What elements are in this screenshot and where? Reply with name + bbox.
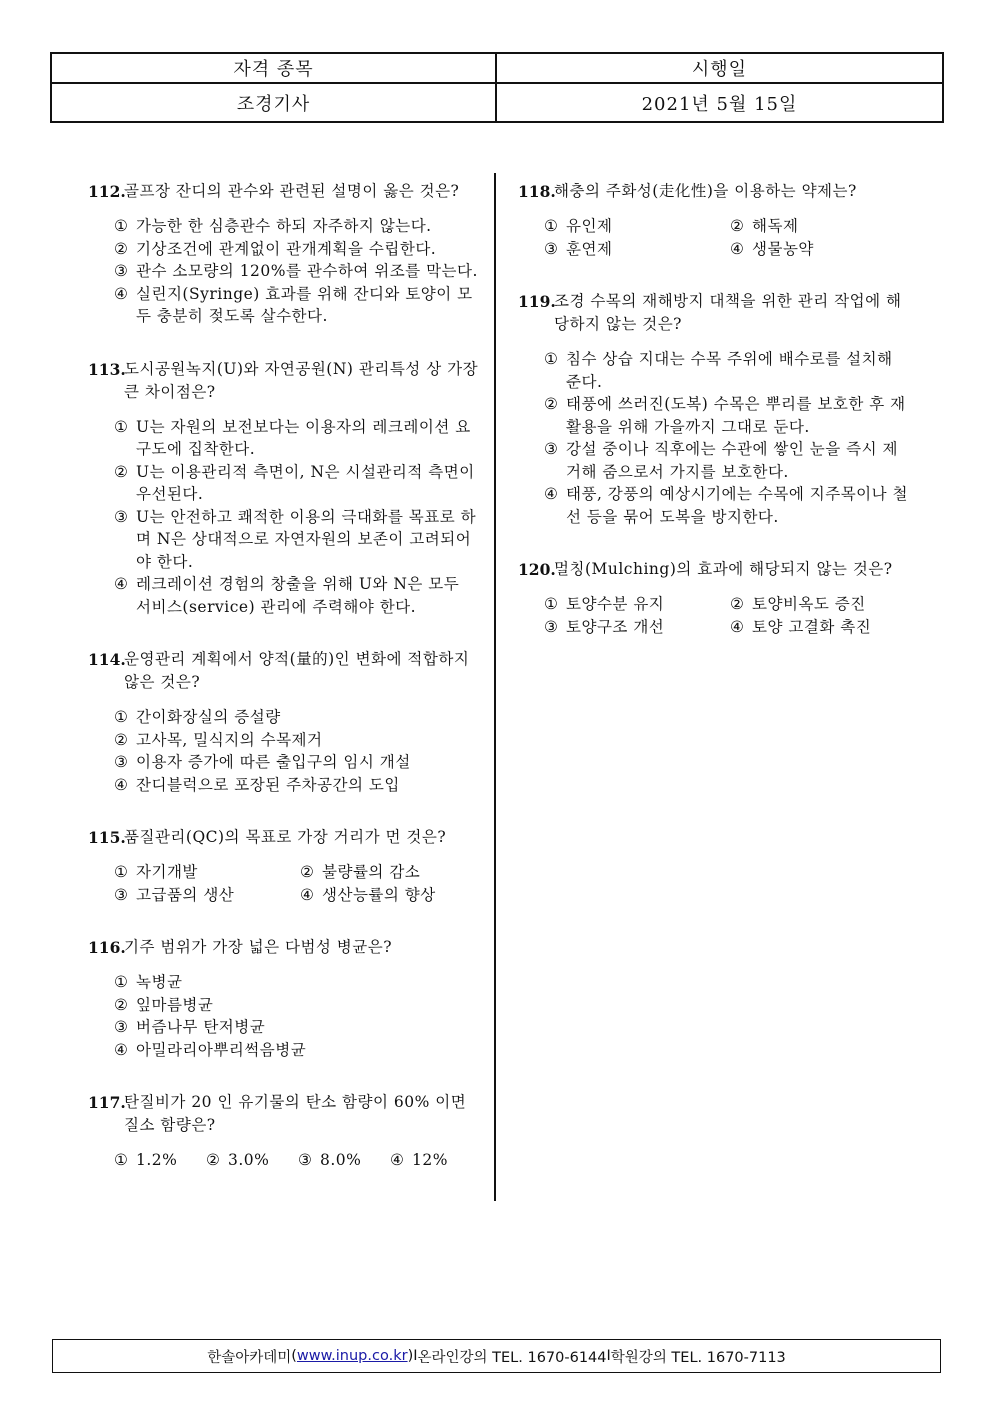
question-text: 품질관리(QC)의 목표로 가장 거리가 먼 것은? [124, 828, 447, 846]
answer-options [544, 215, 912, 260]
option-text: 간이화장실의 증설량 [136, 708, 281, 726]
answer-option [206, 1149, 298, 1172]
option-marker: ① [114, 863, 129, 881]
answer-options [544, 348, 912, 528]
option-text: U는 안전하고 쾌적한 이용의 극대화를 목표로 하며 N은 상대적으로 자연자원의 보존이 고려되어야 한다. [136, 507, 477, 571]
option-text: 토양비옥도 증진 [752, 595, 866, 613]
question-text: 해충의 주화성(走化性)을 이용하는 약제는? [554, 182, 857, 200]
answer-options [114, 416, 480, 619]
date-label: 시행일 [497, 54, 942, 84]
option-text: 이용자 증가에 따른 출입구의 임시 개설 [136, 753, 411, 771]
option-text: 강설 중이나 직후에는 수관에 쌓인 눈을 즉시 제거해 줌으로서 가지를 보호한다. [566, 440, 898, 481]
question-stem [518, 558, 912, 581]
answer-options [114, 861, 480, 906]
option-marker: ② [206, 1151, 221, 1169]
question-stem [88, 358, 480, 404]
answer-option [114, 751, 480, 774]
option-text: 토양 고결화 촉진 [752, 617, 872, 636]
answer-option [114, 461, 480, 506]
question [88, 358, 480, 619]
answer-option [730, 593, 912, 616]
left-column [88, 180, 480, 1202]
answer-options [114, 706, 480, 796]
answer-option [300, 884, 480, 907]
option-text: 실린지(Syringe) 효과를 위해 잔디와 토양이 모두 충분히 젖도록 살수한다. [136, 284, 473, 325]
option-text: 유인제 [566, 217, 613, 235]
question-number: 117. [88, 1093, 126, 1112]
footer-online-tel: 온라인강의 TEL. 1670-6144 [417, 1349, 607, 1366]
answer-option [114, 729, 480, 752]
question-text: 멀칭(Mulching)의 효과에 해당되지 않는 것은? [554, 560, 893, 578]
option-marker: ① [544, 595, 559, 613]
answer-option [544, 348, 912, 393]
question-number: 119. [518, 292, 556, 311]
option-text: 토양수분 유지 [566, 595, 665, 613]
question-stem [88, 648, 480, 694]
question-stem [88, 826, 480, 849]
option-text: 3.0% [228, 1151, 270, 1169]
question-number: 116. [88, 938, 126, 957]
option-marker: ② [114, 462, 129, 481]
question-stem [88, 180, 480, 203]
option-marker: ② [730, 595, 745, 613]
option-text: 생물농약 [752, 239, 814, 258]
option-text: 기상조건에 관계없이 관개계획을 수립한다. [136, 239, 437, 258]
answer-option [730, 238, 912, 261]
option-marker: ② [114, 239, 129, 258]
option-text: 고사목, 밀식지의 수목제거 [136, 730, 323, 749]
answer-option [114, 774, 480, 797]
answer-option [114, 1039, 480, 1062]
option-text: 레크레이션 경험의 창출을 위해 U와 N은 모두 서비스(service) 관리에 주력해야 한다. [136, 575, 460, 616]
option-marker: ④ [114, 284, 129, 303]
option-marker: ④ [114, 775, 129, 794]
option-marker: ③ [114, 262, 129, 280]
question-number: 118. [518, 182, 556, 201]
answer-option [544, 393, 912, 438]
footer-separator: I [606, 1348, 611, 1364]
option-text: 태풍, 강풍의 예상시기에는 수목에 지주목이나 철선 등을 묶어 도복을 방지한다. [566, 485, 909, 526]
question-number: 114. [88, 650, 126, 669]
right-column [518, 180, 912, 668]
question [518, 558, 912, 638]
option-marker: ③ [114, 753, 129, 771]
option-text: 아밀라리아뿌리썩음병균 [136, 1040, 307, 1059]
option-text: 관수 소모량의 120%를 관수하여 위조를 막는다. [136, 262, 478, 280]
answer-option [114, 283, 480, 328]
question [88, 936, 480, 1061]
option-marker: ④ [114, 1040, 129, 1059]
answer-option [114, 260, 480, 283]
answer-option [114, 706, 480, 729]
option-marker: ④ [114, 575, 129, 593]
question-stem [518, 290, 912, 336]
option-marker: ③ [544, 440, 559, 458]
option-text: 8.0% [320, 1151, 362, 1169]
question-text: 골프장 잔디의 관수와 관련된 설명이 옳은 것은? [124, 182, 460, 200]
footer-open-paren: ( [291, 1348, 297, 1364]
answer-option [114, 884, 300, 907]
answer-option [114, 506, 480, 574]
answer-options [544, 593, 912, 638]
option-marker: ③ [298, 1151, 313, 1169]
footer-academy: 한솔아카데미 [207, 1349, 292, 1366]
footer-close-paren: ) [407, 1348, 414, 1364]
option-marker: ① [114, 217, 129, 235]
option-marker: ④ [730, 617, 745, 636]
question-text: 운영관리 계획에서 양적(量的)인 변화에 적합하지 않은 것은? [124, 650, 470, 691]
answer-option [114, 1016, 480, 1039]
question [518, 290, 912, 528]
option-marker: ② [114, 730, 129, 749]
exam-header-table [50, 52, 944, 123]
option-marker: ④ [300, 885, 315, 904]
option-marker: ④ [544, 485, 559, 503]
column-divider [494, 173, 496, 1201]
answer-option [300, 861, 480, 884]
subject-value: 조경기사 [52, 84, 497, 121]
option-text: 자기개발 [136, 863, 198, 881]
question [88, 648, 480, 796]
option-text: 해독제 [752, 217, 799, 235]
option-marker: ③ [114, 1018, 129, 1036]
answer-option [544, 215, 730, 238]
page-footer [52, 1339, 941, 1373]
option-marker: ① [544, 350, 559, 368]
option-marker: ③ [114, 507, 129, 526]
option-marker: ① [544, 217, 559, 235]
option-text: 1.2% [136, 1151, 178, 1169]
answer-option [114, 573, 480, 618]
option-text: U는 자원의 보전보다는 이용자의 레크레이션 요구도에 집착한다. [136, 417, 471, 458]
question-stem [88, 936, 480, 959]
answer-option [544, 483, 912, 528]
question-text: 도시공원녹지(U)와 자연공원(N) 관리특성 상 가장 큰 차이점은? [124, 359, 479, 401]
option-text: 잎마름병균 [136, 995, 214, 1014]
option-text: 태풍에 쓰러진(도복) 수목은 뿌리를 보호한 후 재활용을 위해 가을까지 그대로 둔다. [566, 395, 906, 436]
question-stem [88, 1091, 480, 1137]
answer-option [544, 438, 912, 483]
answer-option [298, 1149, 390, 1172]
footer-url-link[interactable]: www.inup.co.kr [296, 1348, 408, 1364]
answer-option [730, 616, 912, 639]
option-text: 가능한 한 심층관수 하되 자주하지 않는다. [136, 217, 432, 235]
option-marker: ④ [390, 1151, 405, 1169]
answer-option [544, 616, 730, 639]
answer-option [114, 994, 480, 1017]
option-text: U는 이용관리적 측면이, N은 시설관리적 측면이 우선된다. [136, 462, 475, 503]
subject-label: 자격 종목 [52, 54, 497, 84]
option-text: 고급품의 생산 [136, 885, 235, 904]
option-marker: ② [300, 863, 315, 881]
question [88, 826, 480, 906]
answer-option [114, 215, 480, 238]
option-text: 불량률의 감소 [322, 863, 421, 881]
answer-option [114, 861, 300, 884]
question-text: 기주 범위가 가장 넓은 다범성 병균은? [124, 938, 393, 956]
option-text: 침수 상습 지대는 수목 주위에 배수로를 설치해 준다. [566, 350, 893, 391]
question-number: 112. [88, 182, 126, 201]
question-text: 조경 수목의 재해방지 대책을 위한 관리 작업에 해당하지 않는 것은? [554, 292, 902, 333]
answer-option [544, 593, 730, 616]
question-number: 113. [88, 359, 126, 379]
option-marker: ① [114, 417, 129, 436]
question-stem [518, 180, 912, 203]
footer-offline-tel: 학원강의 TEL. 1670-7113 [610, 1349, 786, 1366]
option-marker: ④ [730, 239, 745, 258]
question-number: 115. [88, 828, 126, 847]
option-marker: ① [114, 973, 129, 991]
option-marker: ② [730, 217, 745, 235]
footer-separator: I [413, 1348, 418, 1364]
answer-options [114, 215, 480, 328]
answer-option [114, 971, 480, 994]
question [518, 180, 912, 260]
answer-option [730, 215, 912, 238]
option-marker: ② [544, 395, 559, 413]
answer-option [390, 1149, 480, 1172]
option-text: 녹병균 [136, 973, 183, 991]
option-marker: ③ [544, 239, 559, 258]
option-marker: ③ [114, 885, 129, 904]
answer-option [114, 1149, 206, 1172]
question [88, 180, 480, 328]
option-text: 훈연제 [566, 239, 613, 258]
option-text: 생산능률의 향상 [322, 885, 436, 904]
option-marker: ① [114, 708, 129, 726]
answer-options [114, 971, 480, 1061]
question-number: 120. [518, 560, 556, 579]
answer-options [114, 1149, 480, 1172]
option-marker: ③ [544, 617, 559, 636]
option-marker: ① [114, 1151, 129, 1169]
option-text: 12% [412, 1151, 448, 1169]
question [88, 1091, 480, 1172]
option-marker: ② [114, 995, 129, 1014]
question-text: 탄질비가 20 인 유기물의 탄소 함량이 60% 이면 질소 함량은? [124, 1093, 467, 1134]
option-text: 버즘나무 탄저병균 [136, 1018, 266, 1036]
answer-option [544, 238, 730, 261]
option-text: 잔디블럭으로 포장된 주차공간의 도입 [136, 775, 400, 794]
option-text: 토양구조 개선 [566, 617, 665, 636]
date-value: 2021년 5월 15일 [641, 93, 798, 115]
answer-option [114, 416, 480, 461]
answer-option [114, 238, 480, 261]
